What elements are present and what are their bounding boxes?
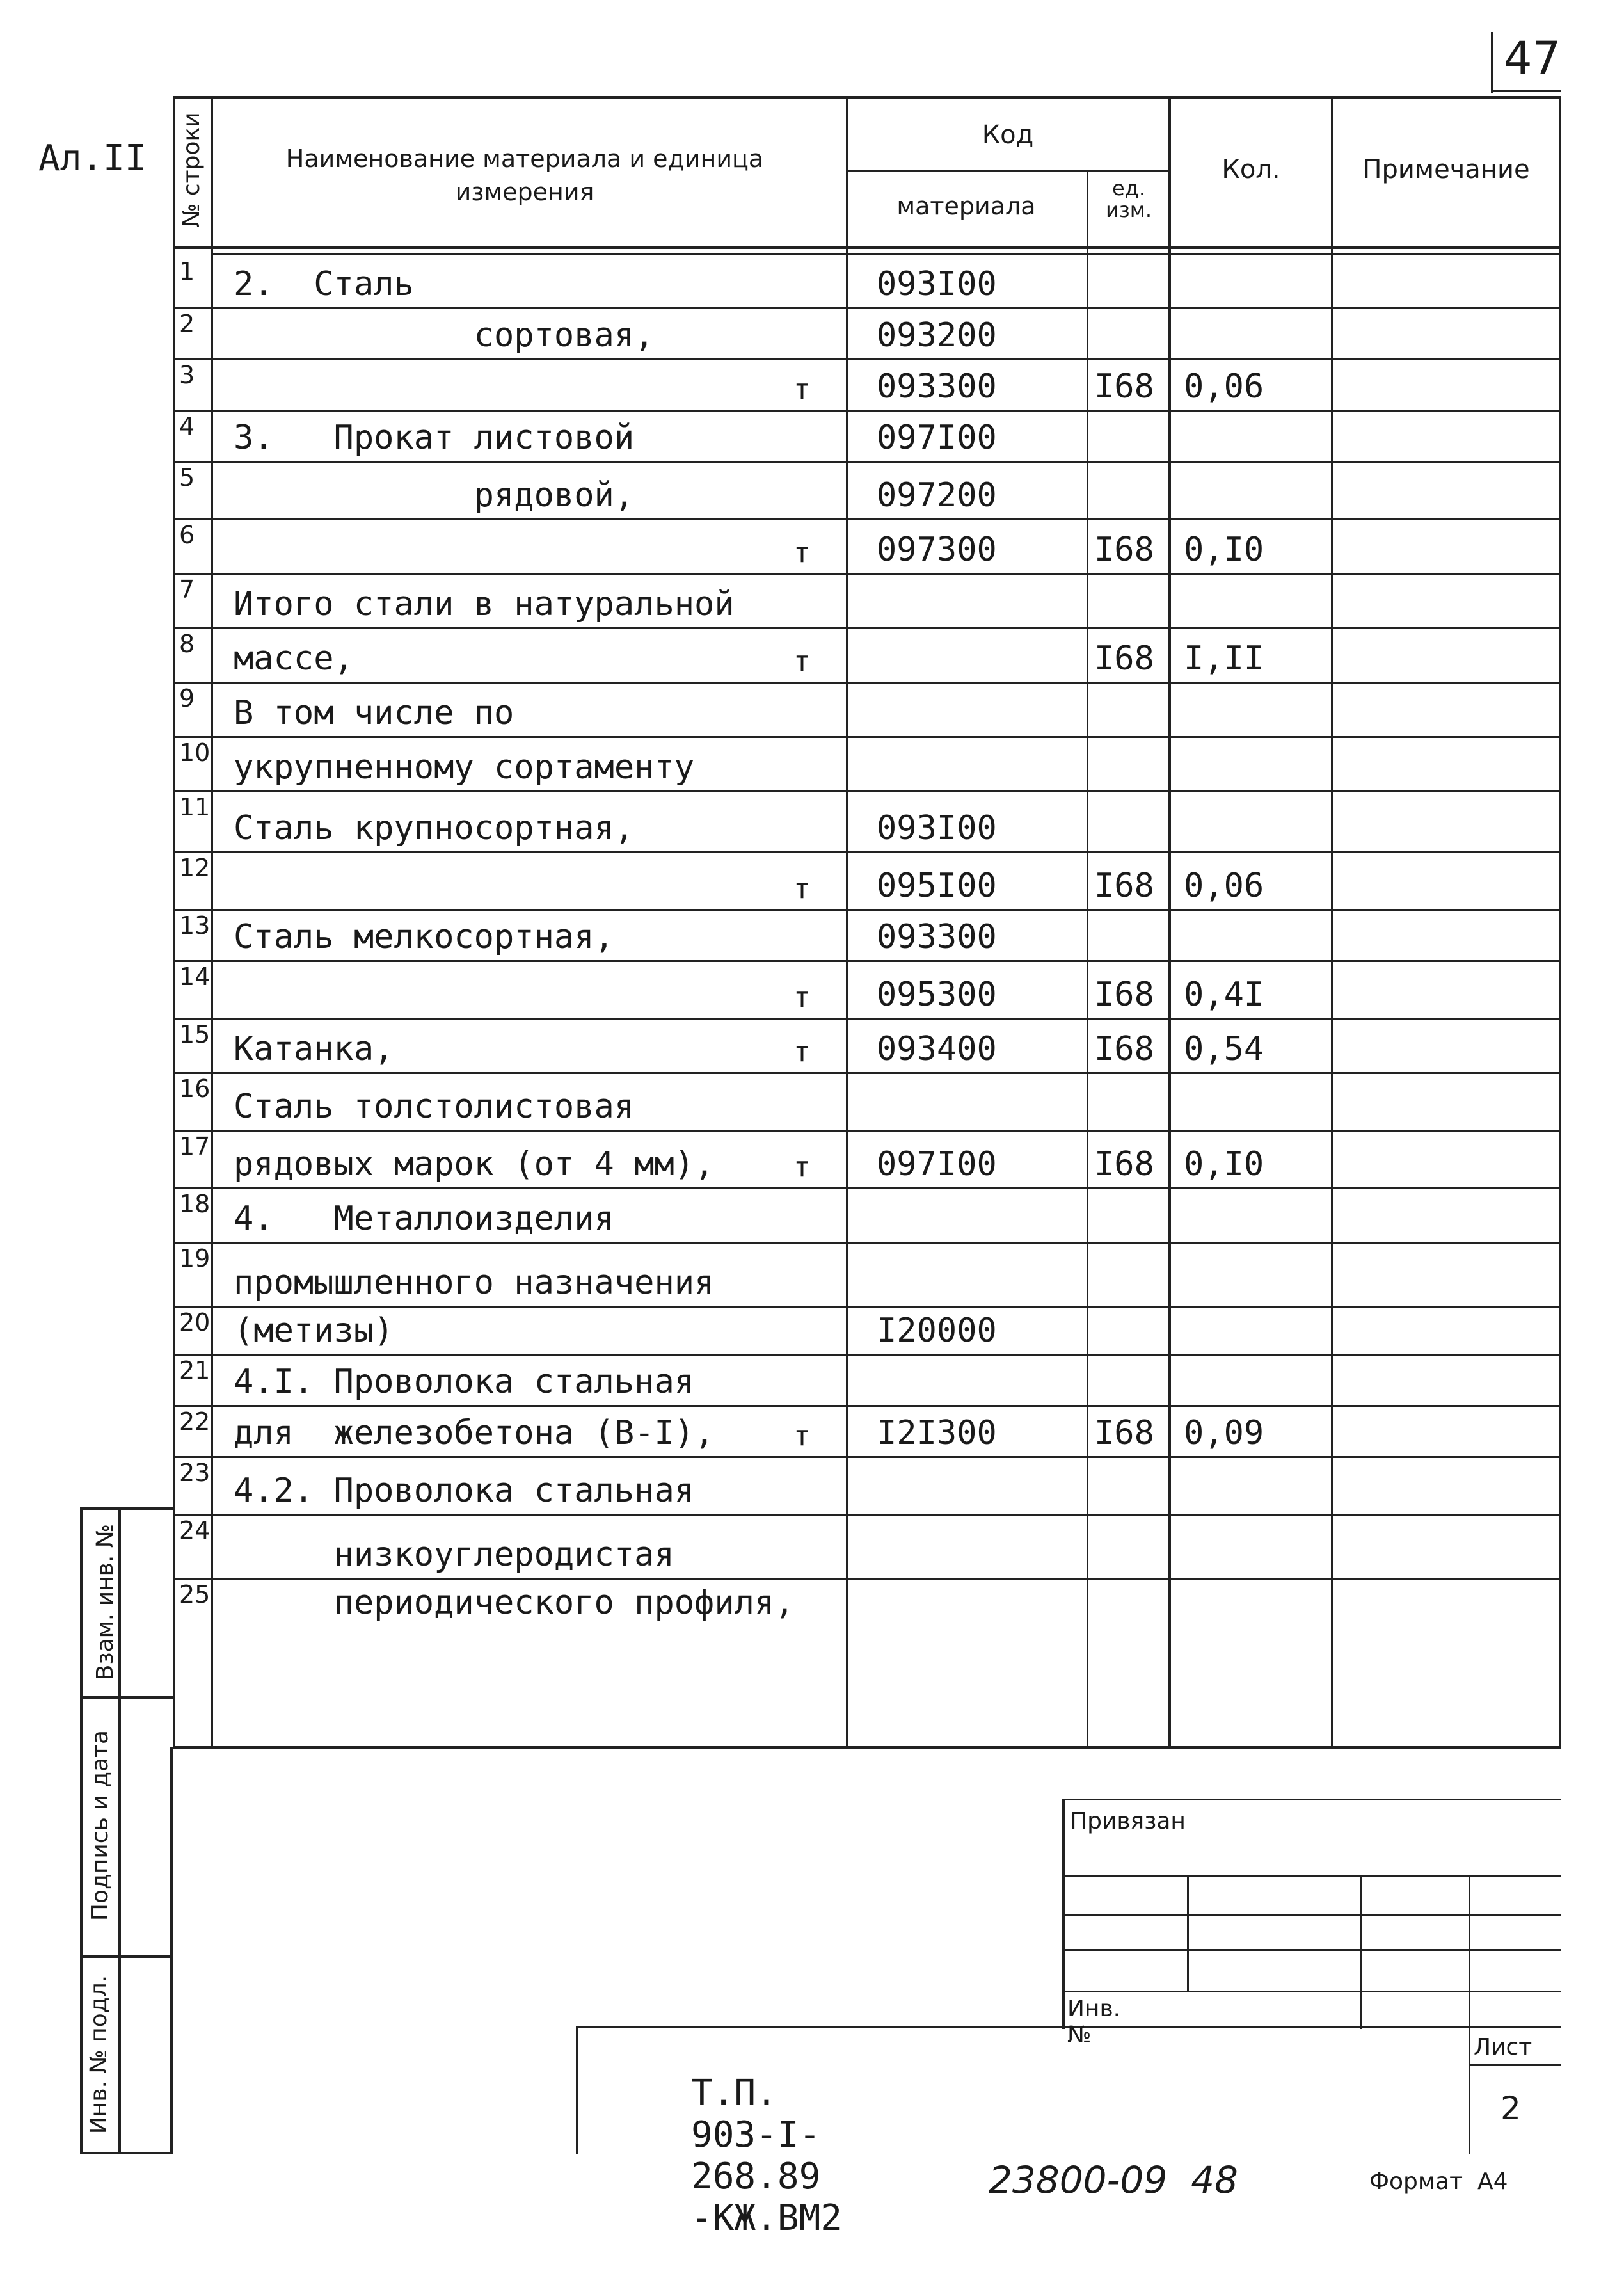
unit-t: т [793,645,811,678]
material-code: 093200 [877,316,997,355]
unit-t: т [793,373,811,406]
unit-code: I68 [1094,867,1154,905]
material-name: В том числе по [234,694,514,732]
row-number: 8 [179,630,195,658]
table-row [173,358,1561,410]
material-name: 4.2. Проволока стальная [234,1471,695,1510]
row-number: 23 [179,1459,211,1487]
header-row-number: № строки [179,112,205,227]
podpis-data-label: Подпись и дата [87,1729,113,1921]
material-name: для железобетона (В-I), [234,1414,715,1452]
quantity: 0,09 [1184,1414,1264,1452]
row-number: 7 [179,575,195,604]
quantity: 0,54 [1184,1030,1264,1068]
material-name: 4. Металлоизделия [234,1199,614,1238]
table-row [173,1130,1561,1187]
table-row [173,1405,1561,1456]
material-code: 097200 [877,476,997,515]
table-row [173,1578,1561,1626]
table-row [173,1187,1561,1242]
row-number: 20 [179,1308,211,1336]
material-name: (метизы) [234,1311,394,1350]
material-code: 093I00 [877,809,997,847]
table-row [173,909,1561,960]
material-code: 093300 [877,918,997,956]
unit-code: I68 [1094,975,1154,1014]
page-number: 47 [1504,32,1561,84]
quantity: I,II [1184,639,1264,678]
row-number: 18 [179,1190,211,1218]
material-code: 093400 [877,1030,997,1068]
row-number: 10 [179,739,211,767]
table-row [173,1072,1561,1130]
row-number: 13 [179,911,211,940]
material-name: укрупненному сортаменту [234,748,695,787]
unit-code: I68 [1094,1030,1154,1068]
row-number: 9 [179,684,195,712]
row-number: 15 [179,1020,211,1048]
material-code: 097300 [877,531,997,569]
table-row [173,1242,1561,1306]
table-row [173,255,1561,307]
row-number: 19 [179,1244,211,1272]
row-number: 12 [179,854,211,882]
row-number: 6 [179,521,195,549]
table-row [173,790,1561,851]
row-number: 11 [179,793,211,821]
header-code: Код [982,120,1034,150]
material-code: 093300 [877,367,997,406]
table-row [173,410,1561,461]
sheet-number: 2 [1501,2090,1521,2127]
row-number: 3 [179,361,195,389]
privyazan-label: Привязан [1070,1808,1186,1834]
table-row [173,1354,1561,1405]
unit-t: т [793,1420,811,1452]
table-row [173,851,1561,909]
table-row [173,573,1561,627]
material-code: 097I00 [877,419,997,457]
format-label: Формат А4 [1369,2169,1508,2195]
material-code: 095300 [877,975,997,1014]
material-code: I2I300 [877,1414,997,1452]
table-row [173,518,1561,573]
inv-podl-label: Инв. № подл. [86,1975,112,2135]
document-designation: Т.П. 903-I-268.89 -КЖ.ВМ2 [691,2073,843,2239]
inv-no-label: Инв. № [1067,1996,1121,2048]
unit-t: т [793,536,811,569]
table-row [173,461,1561,518]
table-row [173,1018,1561,1072]
header-material-name: Наименование материала и единица измерения [285,145,764,206]
material-name: Сталь толстолистовая [234,1087,635,1126]
quantity: 0,4I [1184,975,1264,1014]
quantity: 0,I0 [1184,531,1264,569]
row-number: 22 [179,1407,211,1436]
unit-t: т [793,981,811,1014]
row-number: 16 [179,1075,211,1103]
row-number: 2 [179,310,195,338]
material-name: 2. Сталь [234,265,414,303]
table-row [173,307,1561,358]
material-name: рядовой, [234,476,635,515]
table-row [173,627,1561,682]
material-name: периодического профиля, [234,1583,795,1622]
row-number: 21 [179,1356,211,1384]
header-note: Примечание [1362,155,1530,184]
unit-code: I68 [1094,639,1154,678]
row-number: 14 [179,963,211,991]
album-label: Ал.II [38,138,147,179]
row-number: 24 [179,1516,211,1544]
quantity: 0,I0 [1184,1145,1264,1183]
row-number: 1 [179,257,195,285]
header-quantity: Кол. [1222,155,1280,184]
material-code: 097I00 [877,1145,997,1183]
unit-t: т [793,872,811,905]
table-row [173,736,1561,790]
quantity: 0,06 [1184,867,1264,905]
unit-code: I68 [1094,1414,1154,1452]
unit-t: т [793,1036,811,1068]
material-name: промышленного назначения [234,1263,715,1302]
material-name: 3. Прокат листовой [234,419,635,457]
material-name: сортовая, [234,316,655,355]
vzam-inv-label: Взам. инв. № [92,1523,118,1681]
row-number: 5 [179,463,195,492]
header-code-material: материала [896,192,1036,220]
material-name: Сталь мелкосортная, [234,918,614,956]
unit-code: I68 [1094,367,1154,406]
unit-code: I68 [1094,531,1154,569]
material-name: Итого стали в натуральной [234,585,735,623]
material-table [173,96,1561,1747]
material-code: 093I00 [877,265,997,303]
row-number: 4 [179,412,195,440]
unit-code: I68 [1094,1145,1154,1183]
material-name: Катанка, [234,1030,394,1068]
material-code: I20000 [877,1311,997,1350]
material-code: 095I00 [877,867,997,905]
table-row [173,682,1561,736]
material-name: 4.I. Проволока стальная [234,1363,695,1401]
material-name: низкоуглеродистая [234,1535,674,1574]
table-row [173,1456,1561,1514]
quantity: 0,06 [1184,367,1264,406]
table-row [173,1306,1561,1354]
material-name: рядовых марок (от 4 мм), [234,1145,715,1183]
sheet-label: Лист [1474,2034,1532,2060]
table-row [173,960,1561,1018]
row-number: 25 [179,1580,211,1608]
unit-t: т [793,1151,811,1183]
material-name: массе, [234,639,354,678]
row-number: 17 [179,1132,211,1160]
handwritten-number: 23800-09 48 [989,2158,1238,2202]
header-unit: ед. изм. [1105,176,1152,222]
material-name: Сталь крупносортная, [234,809,635,847]
table-row [173,1514,1561,1578]
